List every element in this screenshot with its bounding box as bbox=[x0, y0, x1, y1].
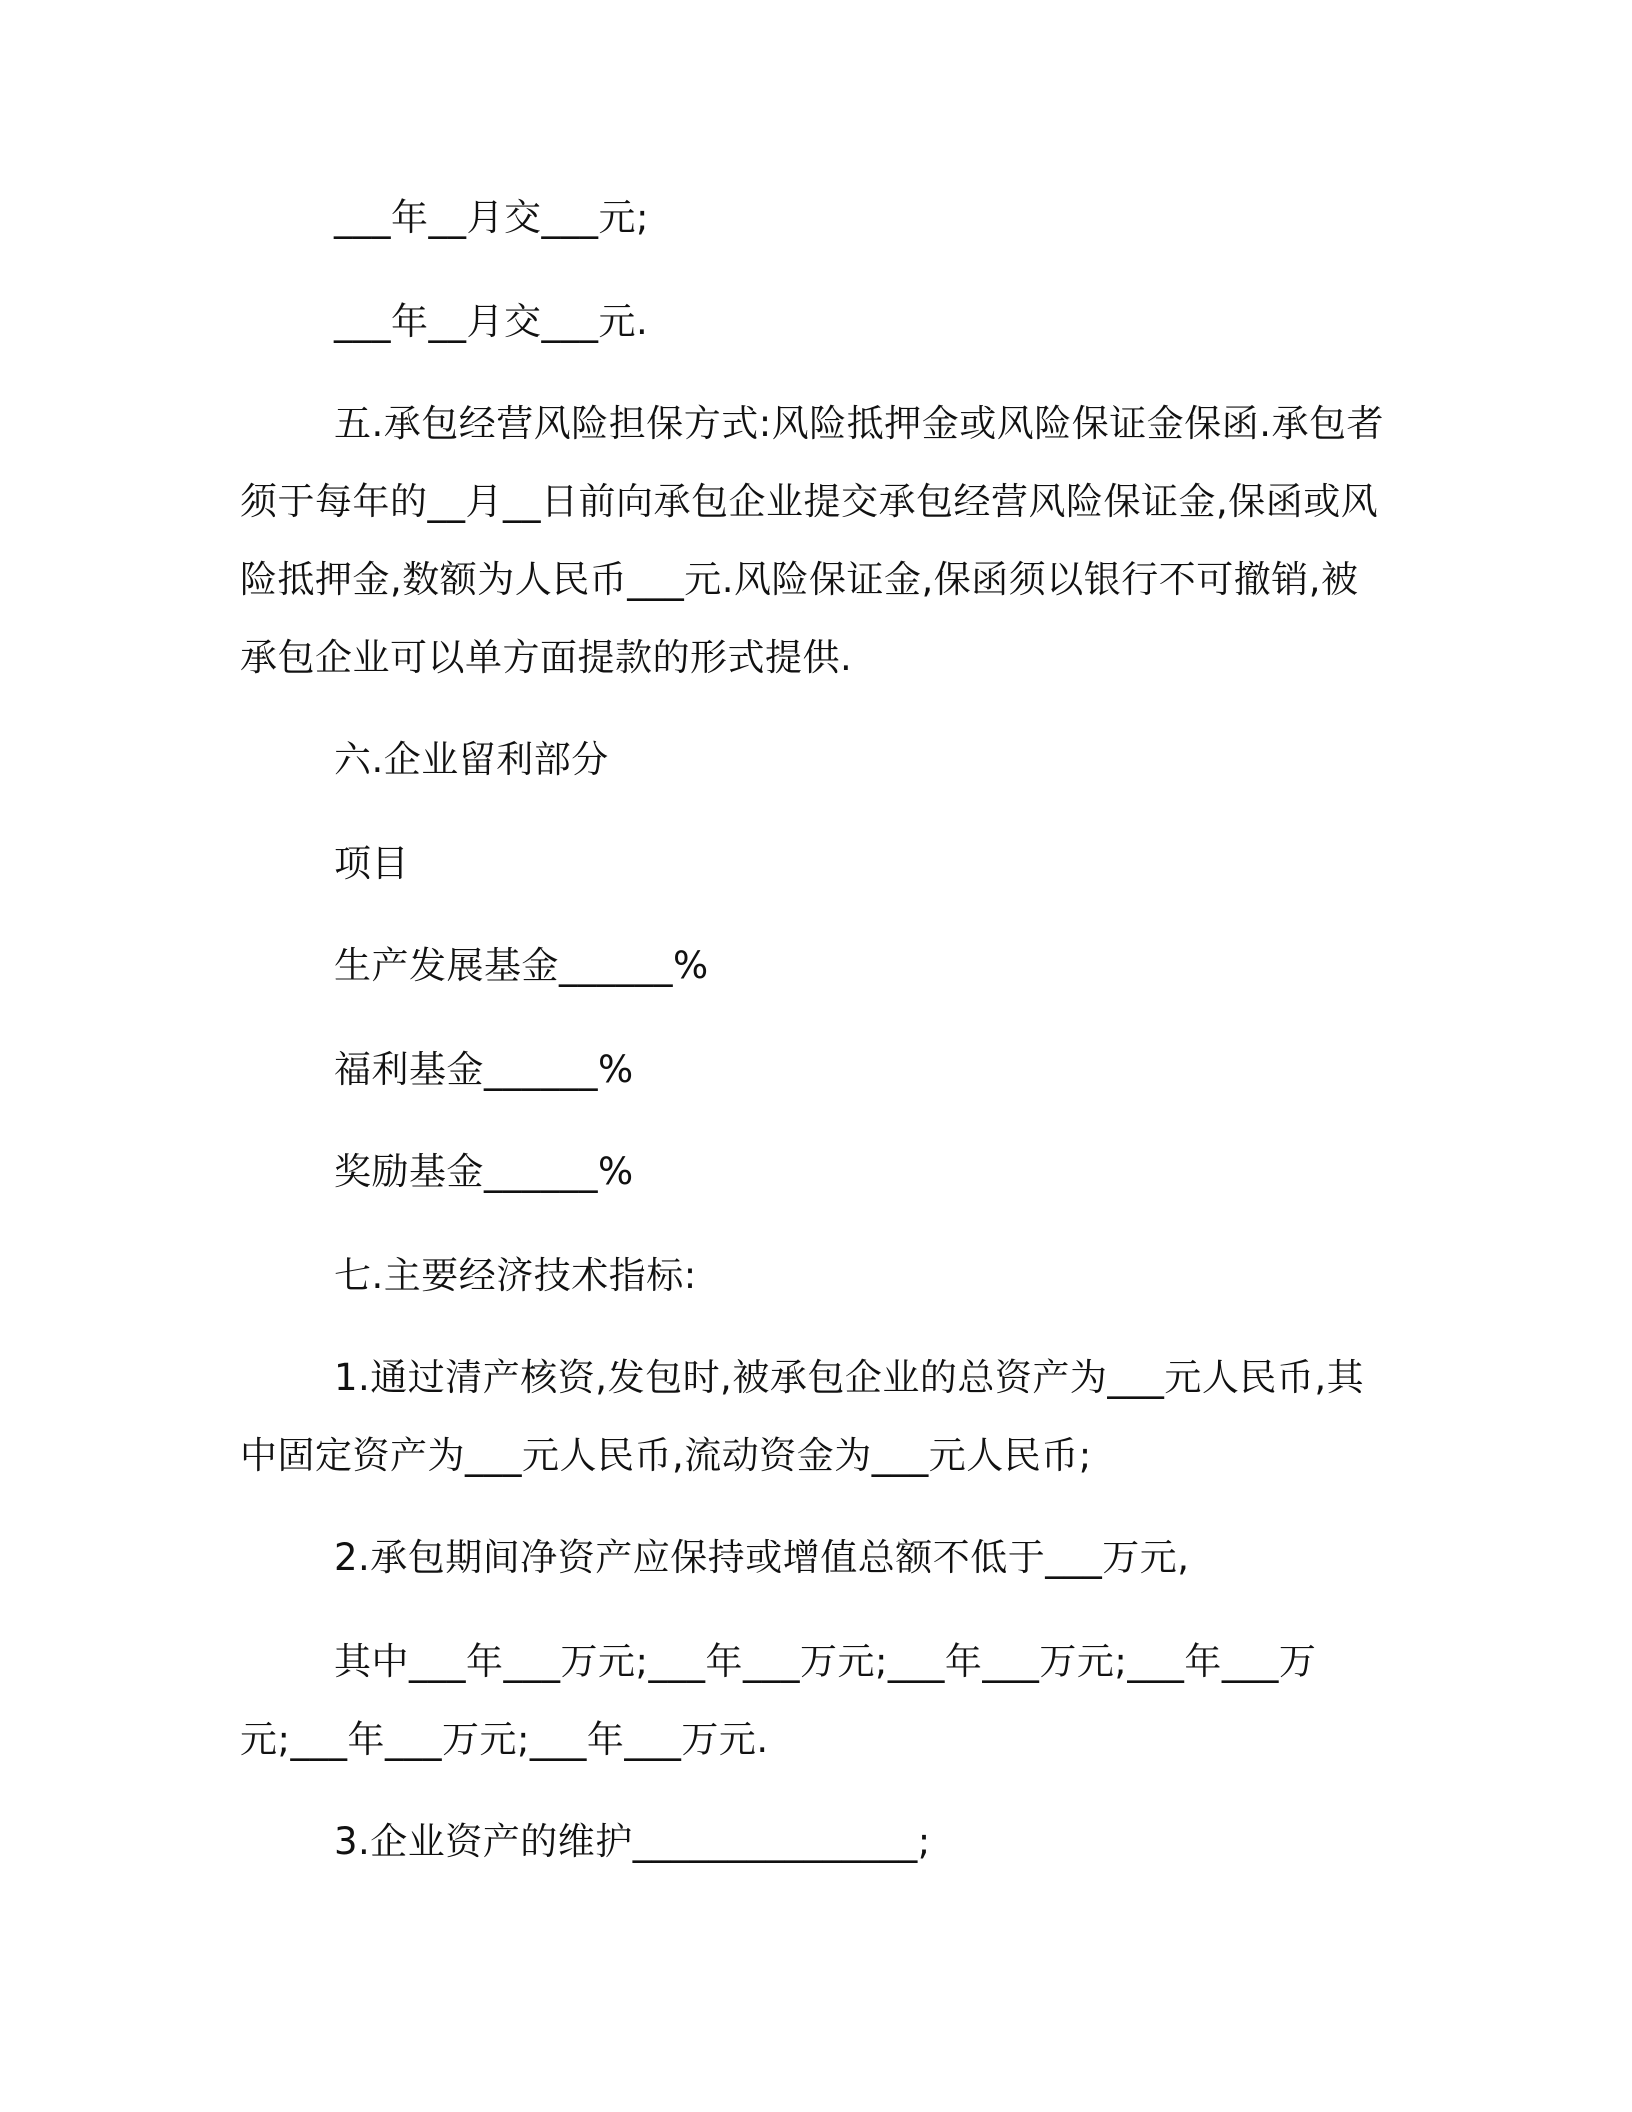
indicator-2-line-3: 元;___年___万元;___年___万元. bbox=[240, 1718, 769, 1761]
indicator-3-line: 3.企业资产的维护_______________; bbox=[334, 1820, 931, 1863]
section-5-line-4: 承包企业可以单方面提款的形式提供. bbox=[240, 636, 853, 679]
indicator-1-line-2: 中固定资产为___元人民币,流动资金为___元人民币; bbox=[240, 1434, 1092, 1477]
item-label: 项目 bbox=[334, 842, 409, 885]
payment-line-2: ___年__月交___元. bbox=[334, 300, 649, 343]
indicator-2-line-1: 2.承包期间净资产应保持或增值总额不低于___万元, bbox=[334, 1536, 1190, 1579]
section-5-line-3: 险抵押金,数额为人民币___元.风险保证金,保函须以银行不可撤销,被 bbox=[240, 558, 1359, 601]
section-5-line-1: 五.承包经营风险担保方式:风险抵押金或风险保证金保函.承包者 bbox=[334, 402, 1384, 445]
payment-line-1: ___年__月交___元; bbox=[334, 196, 649, 239]
reward-fund-line: 奖励基金______% bbox=[334, 1150, 634, 1193]
section-5-line-2: 须于每年的__月__日前向承包企业提交承包经营风险保证金,保函或风 bbox=[240, 480, 1379, 523]
production-fund-line: 生产发展基金______% bbox=[334, 944, 709, 987]
welfare-fund-line: 福利基金______% bbox=[334, 1048, 634, 1091]
section-7-heading: 七.主要经济技术指标: bbox=[334, 1254, 697, 1297]
indicator-2-line-2: 其中___年___万元;___年___万元;___年___万元;___年___万 bbox=[334, 1640, 1317, 1683]
section-6-heading: 六.企业留利部分 bbox=[334, 738, 609, 781]
indicator-1-line-1: 1.通过清产核资,发包时,被承包企业的总资产为___元人民币,其 bbox=[334, 1356, 1365, 1399]
